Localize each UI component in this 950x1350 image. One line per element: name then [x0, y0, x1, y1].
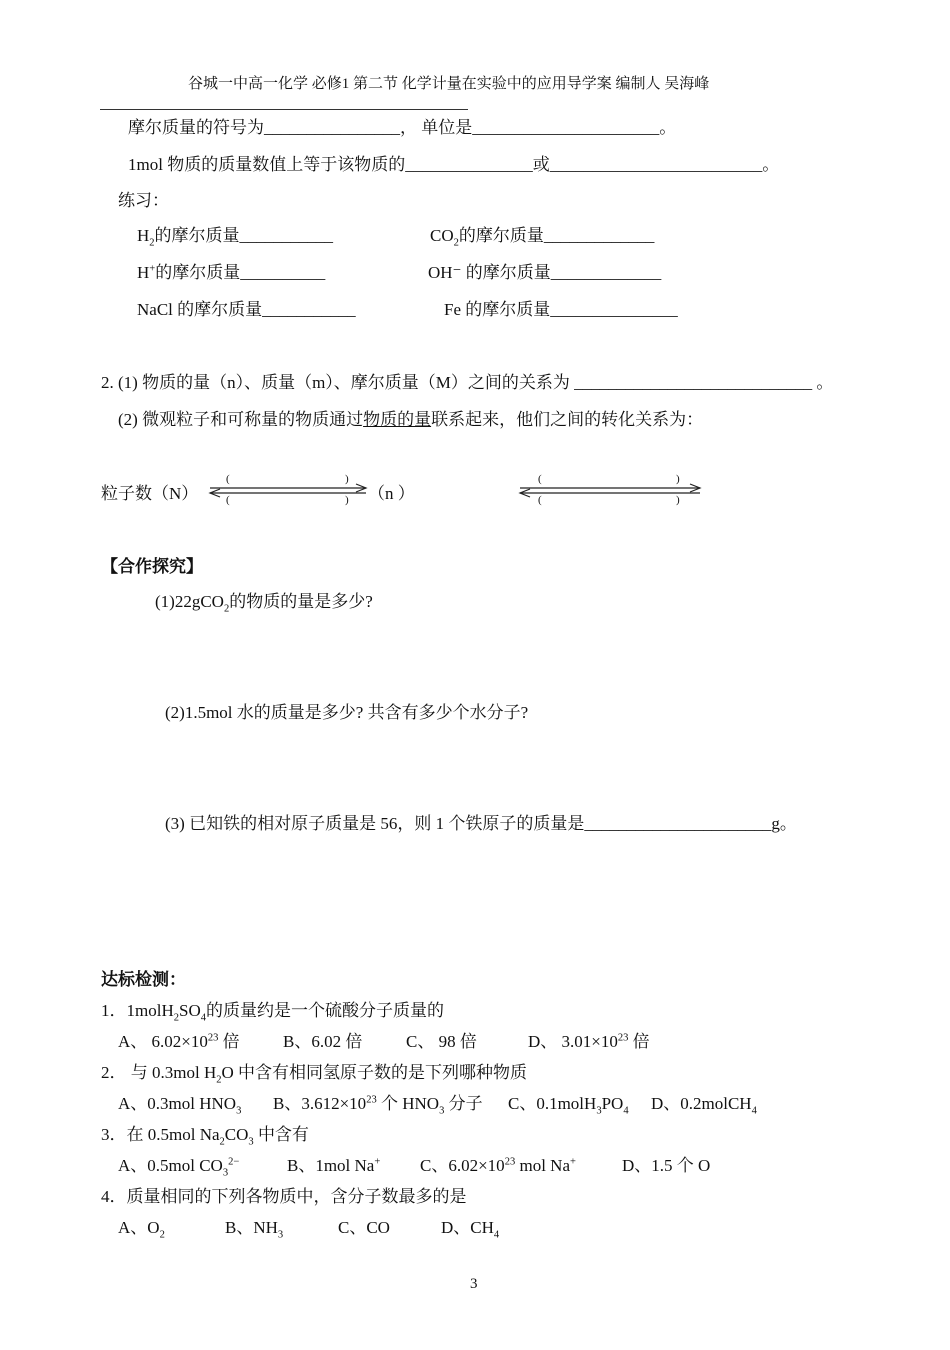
page-number: 3	[470, 1276, 478, 1292]
molar-mass-symbol-prompt: 摩尔质量的符号为	[128, 118, 264, 137]
or-text: 或	[532, 155, 550, 174]
explore-question-1: (1)22gCO$_2$的物质的量是多少?	[155, 592, 373, 615]
molar-mass-unit-prompt: ， 单位是	[400, 118, 473, 137]
practice-nacl-blank[interactable]: ___________	[262, 300, 356, 319]
q4-option-d[interactable]: D、$CH_4$	[441, 1218, 500, 1241]
q3-option-b[interactable]: B、1mol Na+	[287, 1156, 381, 1175]
q3-option-a[interactable]: A、0.5mol $CO_3^{2-}$	[118, 1156, 240, 1179]
practice-h2: $H_2$的摩尔质量___________	[137, 226, 334, 249]
page-header: 谷城一中高一化学 必修1 第二节 化学计量在实验中的应用导学案 编制人 吴海峰	[188, 76, 710, 92]
q3-option-d[interactable]: D、1.5 个 O	[622, 1156, 711, 1175]
molar-mass-value-blank-1[interactable]: _______________	[405, 155, 533, 174]
q1-option-d[interactable]: D、 $3.01\times 10^{23}$ 倍	[528, 1032, 650, 1051]
molar-mass-value-prompt: 1mol 物质的质量数值上等于该物质的	[128, 155, 406, 174]
arrow-paren-open: (	[538, 473, 542, 485]
explore-title: 【合作探究】	[101, 557, 203, 576]
explore-question-3: (3) 已知铁的相对原子质量是 56，则 1 个铁原子的质量是______________________g。	[165, 814, 797, 833]
arrow-paren-close: )	[345, 473, 349, 485]
q2-option-b[interactable]: B、$3.612\times 10^{23}$ 个 $HNO_3$ 分子	[273, 1094, 483, 1117]
molar-mass-value-blank-2[interactable]: _________________________	[549, 155, 763, 174]
practice-hplus: H+的摩尔质量__________	[137, 263, 326, 282]
practice-title: 练习：	[118, 191, 169, 210]
sentence-end: 。	[659, 118, 677, 137]
q1-option-b[interactable]: B、6.02 倍	[283, 1032, 363, 1051]
q4-option-c[interactable]: C、CO	[338, 1218, 390, 1237]
test-question-1: 1．$1molH_2SO_4$的质量约是一个硫酸分子质量的	[101, 1001, 444, 1024]
explore-question-2: (2)1.5mol 水的质量是多少? 共含有多少个水分子?	[165, 703, 529, 722]
practice-oh: OH⁻ 的摩尔质量_____________	[428, 263, 662, 282]
arrow-paren-close: )	[676, 494, 680, 506]
sentence-end: 。	[762, 155, 780, 174]
relation-question: 2. (1) 物质的量（n）、质量（m）、摩尔质量（M）之间的关系为 ____________________________ 。	[101, 373, 834, 392]
arrow-paren-open: (	[226, 473, 230, 485]
underlined-term: 物质的量	[363, 410, 432, 429]
test-question-2: 2． 与 0.3mol $H_2O$ 中含有相同氢原子数的是下列哪种物质	[101, 1063, 528, 1086]
q3-option-c[interactable]: C、$6.02\times 10^{23}$ mol Na+	[420, 1156, 576, 1175]
test-question-4: 4．质量相同的下列各物质中，含分子数最多的是	[101, 1187, 467, 1206]
arrow-paren-open: (	[226, 494, 230, 506]
q2-option-c[interactable]: C、$0.1molH_3PO_4$	[508, 1094, 629, 1117]
molar-mass-unit-blank[interactable]: ______________________	[472, 118, 660, 137]
practice-fe: Fe 的摩尔质量_______________	[444, 300, 678, 319]
practice-h2-blank[interactable]: ___________	[239, 226, 334, 245]
practice-nacl: NaCl 的摩尔质量___________	[137, 300, 356, 319]
practice-co2-blank[interactable]: _____________	[543, 226, 655, 245]
amount-label: （n ）	[368, 484, 415, 503]
test-question-3: 3．在 0.5mol $Na_2CO_3$ 中含有	[101, 1125, 309, 1148]
practice-co2: $CO_2$的摩尔质量_____________	[430, 226, 655, 249]
iron-atom-mass-blank[interactable]: ______________________	[584, 814, 772, 833]
q4-option-b[interactable]: B、$NH_3$	[225, 1218, 284, 1241]
molar-mass-symbol-blank[interactable]: ________________	[264, 118, 400, 137]
arrow-pair-left	[210, 484, 366, 497]
q1-option-c[interactable]: C、 98 倍	[406, 1032, 477, 1051]
test-title: 达标检测：	[101, 970, 186, 989]
arrow-paren-open: (	[538, 494, 542, 506]
practice-oh-blank[interactable]: _____________	[550, 263, 662, 282]
practice-hplus-blank[interactable]: __________	[240, 263, 326, 282]
relation-blank[interactable]: ____________________________	[574, 373, 813, 392]
q2-option-a[interactable]: A、0.3mol $HNO_3$	[118, 1094, 242, 1117]
arrow-paren-close: )	[345, 494, 349, 506]
practice-fe-blank[interactable]: _______________	[550, 300, 678, 319]
q2-option-d[interactable]: D、0.2molCH$_4$	[651, 1094, 757, 1117]
arrow-paren-close: )	[676, 473, 680, 485]
q1-option-a[interactable]: A、 $6.02\times 10^{23}$ 倍	[118, 1032, 240, 1051]
particle-count-label: 粒子数（N）	[101, 484, 199, 503]
q4-option-a[interactable]: A、$O_2$	[118, 1218, 165, 1241]
arrow-pair-right	[520, 484, 700, 497]
conversion-question: (2) 微观粒子和可称量的物质通过物质的量联系起来，他们之间的转化关系为：	[118, 410, 704, 429]
